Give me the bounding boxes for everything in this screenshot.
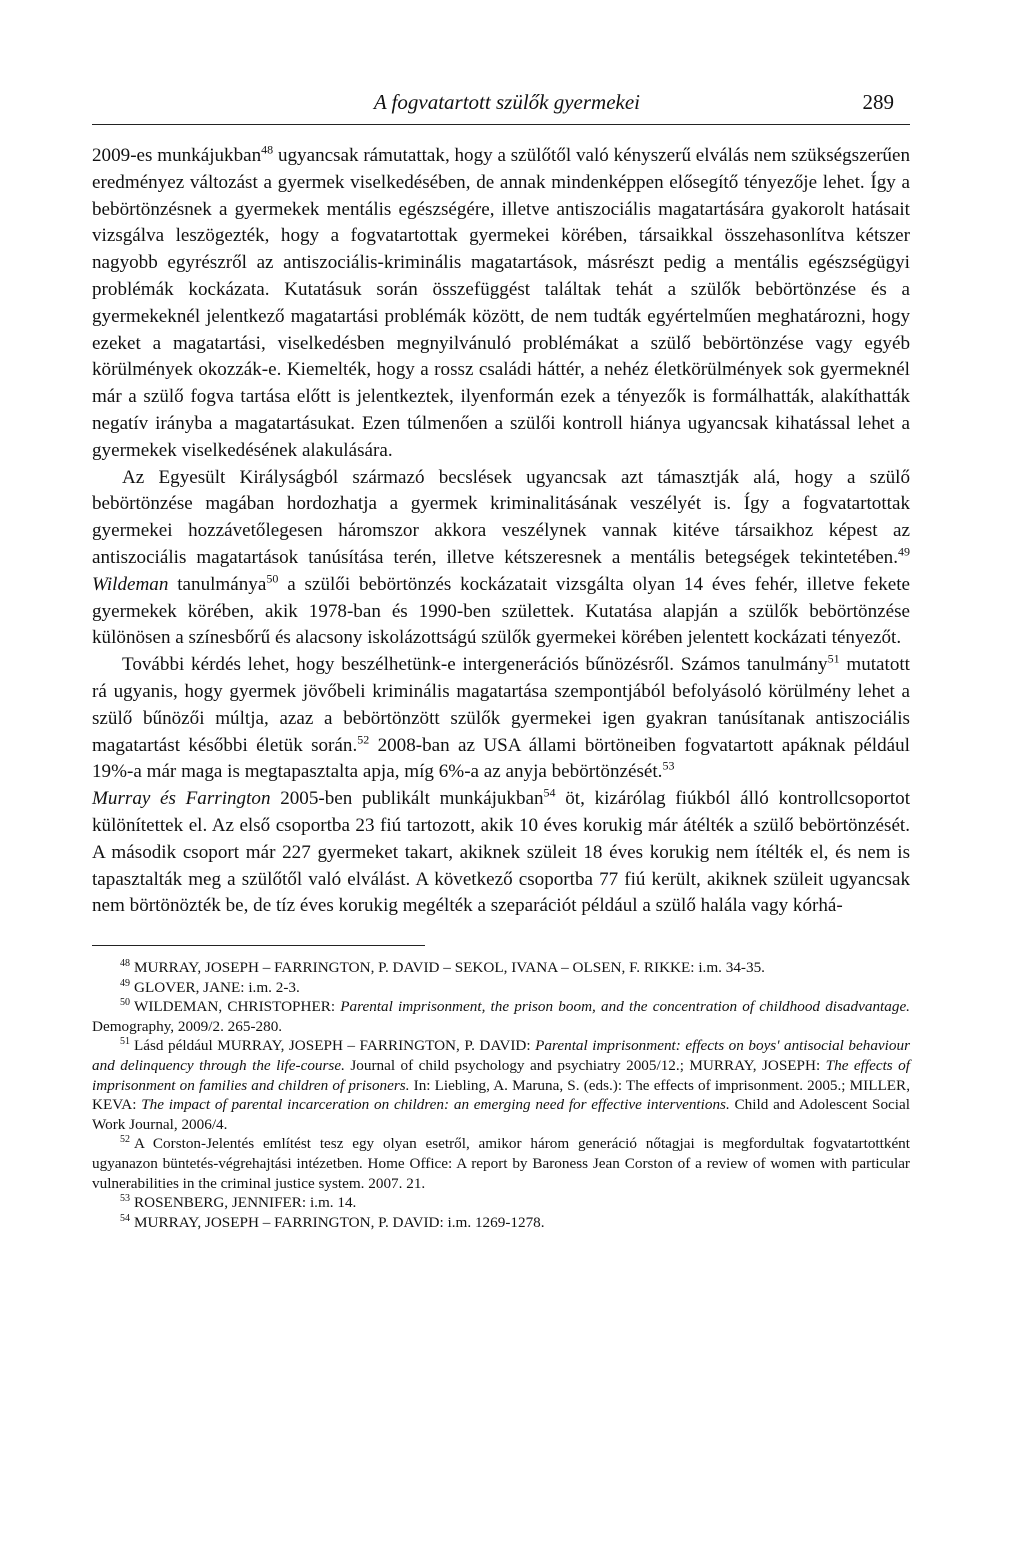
footnote-ref[interactable]: 50 xyxy=(266,571,279,586)
footnote-number: 51 xyxy=(120,1036,130,1048)
paragraph-text: a szülői bebörtönzés kockázatait vizsgálta olyan 14 éves fehér, illetve fekete gyermekek körében, akik 1978-ban és 1990-ben születtek. Kutatása alapján a szülők bebörtönzése különösen a színesbőrű és alacsony iskolázottságú szülők gyermekei körében jelentett kockázati tényezőt. xyxy=(92,573,910,649)
footnote-text: MURRAY, JOSEPH – FARRINGTON, P. DAVID: i.m. 1269-1278. xyxy=(134,1213,545,1231)
footnote-ref[interactable]: 51 xyxy=(827,651,840,666)
footnote-ref[interactable]: 52 xyxy=(357,732,370,747)
paragraph-text: További kérdés lehet, hogy beszélhetünk-e intergenerációs bűnözésről. Számos tanulmány xyxy=(122,654,828,676)
footnote-text: Demography, 2009/2. 265-280. xyxy=(92,1017,283,1035)
footnote-title: The effects of imprisonment on families and children of prisoners. xyxy=(92,1057,910,1094)
paragraph-3 xyxy=(92,652,910,786)
footnote-number: 50 xyxy=(120,997,130,1009)
footnote-text: WILDEMAN, CHRISTOPHER: xyxy=(134,998,341,1016)
footnote-number: 52 xyxy=(120,1134,130,1146)
footnote-number: 48 xyxy=(120,958,130,970)
paragraph-2 xyxy=(92,465,910,653)
paragraph-text: öt, kizárólag fiúkból álló kontrollcsoportot különítettek el. Az első csoportba 23 fiú tartozott, akik 10 éves korukig már átélték a szülő bebörtönzését. A második csoport már 227 gyermeket takart, akiknek szüleit 18 éves korukig nem ítélték el, és nem is tapasztalták meg a szülőtől való elválást. A következő csoportba 77 fiú került, akiknek szüleit ugyancsak nem börtönözték be, de tíz éves korukig megélték a szeparációt például a szülő halála vagy kórhá- xyxy=(92,788,910,917)
paragraph-text: 2005-ben publikált munkájukban xyxy=(270,788,544,810)
page-number: 289 xyxy=(862,90,894,114)
paragraph-text: mutatott rá ugyanis, hogy gyermek jövőbeli kriminális magatartása szempontjából befolyásoló körülmény lehet a szülő bűnözői múltja, azaz a bebörtönzött szülők gyermekei igen gyakran tanúsítanak antiszociális magatartást későbbi életük során. xyxy=(92,654,910,756)
footnote-text: Lásd például MURRAY, JOSEPH – FARRINGTON, P. DAVID: xyxy=(134,1037,536,1055)
paragraph-text: tanulmánya xyxy=(168,573,267,595)
footnote-ref[interactable]: 48 xyxy=(261,142,274,157)
author-names: Murray és Farrington xyxy=(92,788,271,810)
body-text xyxy=(92,143,910,920)
paragraph-text: Az Egyesült Királyságból származó becslések ugyancsak azt támasztják alá, hogy a szülő bebörtönzése magában hordozhatja a gyermek kriminalitásának veszélyét is. Így a fogvatartottak gyermekei hozzávetőlegesen háromszor akkora veszélynek vannak kitéve társaikhoz képest az antiszociális magatartások tanúsítása terén, illetve kétszeresnek a mentális betegségek tekintetében. xyxy=(92,466,910,568)
footnote-ref[interactable]: 49 xyxy=(898,544,910,559)
paragraph-text: ugyancsak rámutattak, hogy a szülőtől való kényszerű elválás nem szükségszerűen eredményez változást a gyermek viselkedésében, de annak mindenképpen elősegítő tényezője lehet. Így a bebörtönzésnek a gyermekek mentális egészségére, illetve antiszociális magatartására gyakorolt hatásait vizsgálva leszögezték, hogy a fogvatartottak gyermekei körében, társaikkal összehasonlítva kétszer nagyobb egyrészről az antiszociális-kriminális magatartások, másrészt pedig a mentális egészségügyi problémák kockázata. Kutatásuk során összefüggést találtak tehát a szülők bebörtönzése és a gyermekeknél jelentkező magatartási problémák között, de nem tudták egyértelműen meghatározni, hogy ezeket a magatartási, viselkedésben megnyilvánuló problémákat a szülő bebörtönzése vagy egyéb körülmények okozzák-e. Kiemelték, hogy a rossz családi háttér, a nehéz életkörülmények sok gyermeknél már a szülő fogva tartása előtt is jelentkeztek, ilyenformán ezek a tényezők is formálhatták, alakíthatták negatív irányba a magatartásukat. Ezen túlmenően a szülői kontroll hiánya ugyancsak kihatással lehet a gyermekek viselkedésének alakulására. xyxy=(92,145,910,461)
footnote-text: Child and Adolescent Social Work Journal, 2006/4. xyxy=(92,1096,910,1133)
footnote-ref[interactable]: 54 xyxy=(543,785,556,800)
footnote-number: 54 xyxy=(120,1212,130,1224)
footnote-title: Parental imprisonment, the prison boom, and the concentration of childhood disadvantage. xyxy=(340,998,910,1016)
footnote-54 xyxy=(92,1213,910,1233)
footnote-number: 53 xyxy=(120,1193,130,1205)
footnote-52 xyxy=(92,1134,910,1193)
footnote-ref[interactable]: 53 xyxy=(662,758,675,773)
book-page xyxy=(92,84,910,1232)
footnote-48 xyxy=(92,958,910,978)
footnote-text: ROSENBERG, JENNIFER: i.m. 14. xyxy=(134,1194,357,1212)
footnote-title: The impact of parental incarceration on children: an emerging need for effective interventions. xyxy=(141,1096,730,1114)
footnote-51 xyxy=(92,1036,910,1134)
paragraph-text: 2008-ban az USA állami börtöneiben fogvatartott apáknak például 19%-a már maga is megtapasztalta apja, míg 6%-a az anyja bebörtönzését. xyxy=(92,734,910,783)
footnote-text: In: Liebling, A. Maruna, S. (eds.): The effects of imprisonment. 2005.; MILLER, KEVA: xyxy=(92,1076,910,1114)
footnotes xyxy=(92,958,910,1232)
paragraph-text: 2009-es munkájukban xyxy=(92,145,262,166)
author-name: Wildeman xyxy=(92,573,169,595)
footnote-49 xyxy=(92,978,910,998)
paragraph-1 xyxy=(92,143,910,465)
footnote-text: Journal of child psychology and psychiatry 2005/12.; MURRAY, JOSEPH: xyxy=(344,1057,826,1075)
footnote-53 xyxy=(92,1193,910,1213)
running-header xyxy=(92,84,910,125)
footnote-separator xyxy=(92,945,425,946)
footnote-50 xyxy=(92,997,910,1036)
footnote-text: A Corston-Jelentés említést tesz egy olyan esetről, amikor három generáció nőtagjai is megfordultak fogvatartottként ugyanazon büntetés-végrehajtási intézetben. Home Office: A report by Baroness Jean Corston of a review of women with particular vulnerabilities in the criminal justice system. 2007. 21. xyxy=(92,1135,910,1192)
footnote-number: 49 xyxy=(120,977,130,989)
footnote-text: GLOVER, JANE: i.m. 2-3. xyxy=(134,978,300,996)
paragraph-4 xyxy=(92,786,910,920)
footnote-title: Parental imprisonment: effects on boys' antisocial behaviour and delinquency through the life-course. xyxy=(92,1037,910,1075)
footnote-text: MURRAY, JOSEPH – FARRINGTON, P. DAVID – SEKOL, IVANA – OLSEN, F. RIKKE: i.m. 34-35. xyxy=(134,959,765,977)
running-title: A fogvatartott szülők gyermekei xyxy=(373,90,640,114)
